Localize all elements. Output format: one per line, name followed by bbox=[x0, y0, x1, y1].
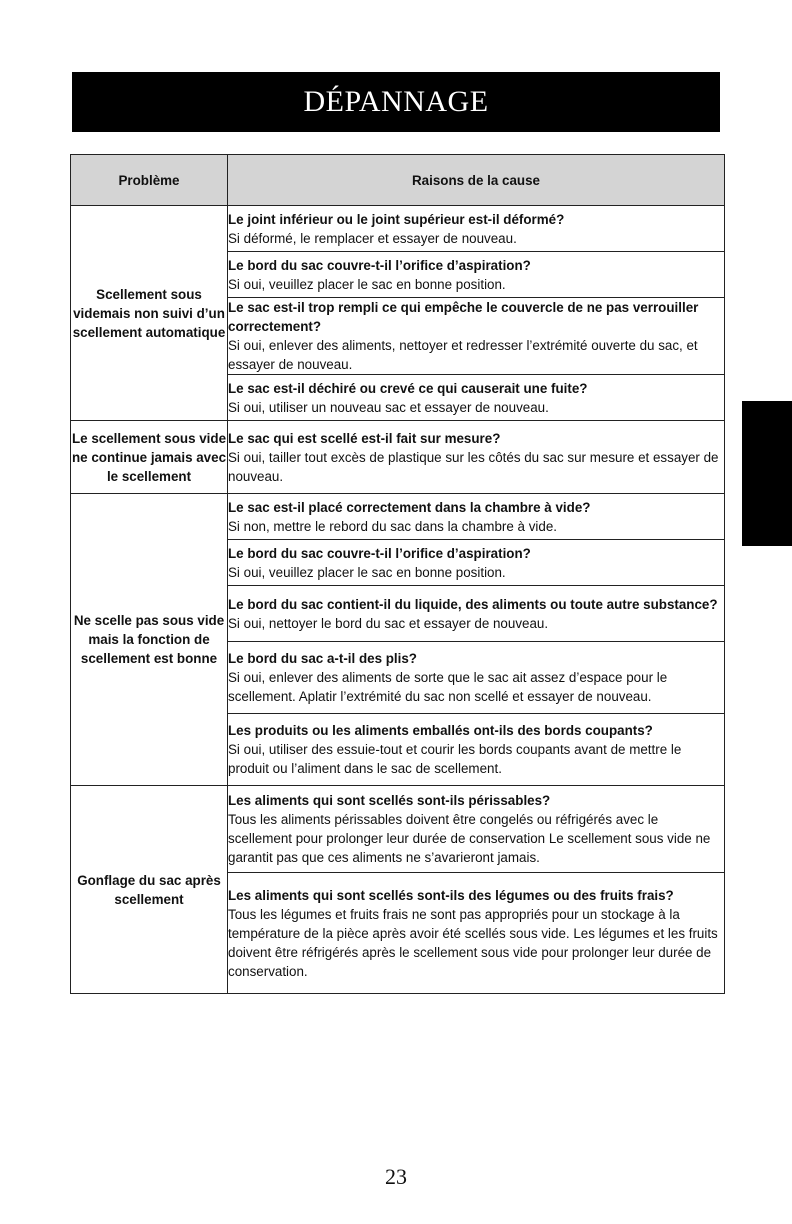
table-row bbox=[71, 786, 725, 873]
cause-question: Le joint inférieur ou le joint supérieur est-il déformé? bbox=[228, 211, 565, 227]
cause-question: Les produits ou les aliments emballés ont-ils des bords coupants? bbox=[228, 723, 653, 738]
table-header-row bbox=[71, 155, 725, 206]
problem-cell: Le scellement sous vide ne continue jamais avec le scellement bbox=[71, 421, 228, 494]
troubleshooting-table bbox=[70, 154, 725, 994]
cause-cell bbox=[228, 206, 725, 252]
cause-question: Le sac est-il placé correctement dans la chambre à vide? bbox=[228, 499, 591, 515]
page-header bbox=[72, 72, 720, 132]
cause-question: Les aliments qui sont scellés sont-ils des légumes ou des fruits frais? bbox=[228, 887, 674, 903]
cause-question: Le bord du sac couvre-t-il l’orifice d’aspiration? bbox=[228, 545, 531, 561]
cause-cell bbox=[228, 252, 725, 298]
table-row bbox=[71, 421, 725, 494]
cause-answer: Si oui, tailler tout excès de plastique sur les côtés du sac sur mesure et essayer de nouveau. bbox=[228, 449, 719, 484]
cause-answer: Si oui, utiliser des essuie-tout et courir les bords coupants avant de mettre le produit ou l’aliment dans le sac de scellement. bbox=[228, 742, 682, 776]
column-header-problem: Problème bbox=[71, 155, 228, 206]
cause-question: Le bord du sac contient-il du liquide, des aliments ou toute autre substance? bbox=[228, 596, 718, 612]
cause-cell bbox=[228, 586, 725, 642]
cause-question: Le sac est-il déchiré ou crevé ce qui causerait une fuite? bbox=[228, 380, 588, 396]
cause-answer: Si oui, veuillez placer le sac en bonne position. bbox=[228, 564, 506, 580]
cause-question: Le sac est-il trop rempli ce qui empêche le couvercle de ne pas verrouiller correctement? bbox=[228, 300, 699, 334]
cause-question: Le bord du sac couvre-t-il l’orifice d’aspiration? bbox=[228, 257, 531, 273]
page-number: 23 bbox=[385, 1164, 407, 1189]
side-tab-marker bbox=[742, 401, 792, 546]
cause-cell bbox=[228, 642, 725, 714]
table-row bbox=[71, 494, 725, 540]
cause-answer: Tous les aliments périssables doivent être congelés ou réfrigérés avec le scellement pour prolonger leur durée de conservation Le scellement sous vide ne garantit pas que ces aliments ne s’avarieront jamais. bbox=[228, 812, 711, 865]
cause-cell bbox=[228, 494, 725, 540]
cause-answer: Si non, mettre le rebord du sac dans la chambre à vide. bbox=[228, 518, 557, 534]
cause-answer: Si oui, nettoyer le bord du sac et essayer de nouveau. bbox=[228, 615, 549, 631]
cause-question: Le sac qui est scellé est-il fait sur mesure? bbox=[228, 430, 501, 446]
cause-cell bbox=[228, 873, 725, 994]
cause-answer: Tous les légumes et fruits frais ne sont pas appropriés pour un stockage à la température de la pièce après avoir été scellés sous vide. Les légumes et les fruits doivent être réfrigérés après le scellement sous vide pour prolonger leur durée de conservation. bbox=[228, 906, 718, 979]
cause-answer: Si oui, utiliser un nouveau sac et essayer de nouveau. bbox=[228, 399, 549, 415]
cause-answer: Si oui, enlever des aliments de sorte que le sac ait assez d’espace pour le scellement. Aplatir l’extrémité du sac non scellé et essayer de nouveau. bbox=[228, 670, 668, 704]
column-header-causes: Raisons de la cause bbox=[228, 155, 725, 206]
cause-question: Le bord du sac a-t-il des plis? bbox=[228, 651, 417, 666]
page-title: DÉPANNAGE bbox=[303, 85, 489, 118]
cause-answer: Si oui, veuillez placer le sac en bonne position. bbox=[228, 276, 506, 292]
problem-cell: Scellement sous videmais non suivi d’un scellement automatique bbox=[71, 206, 228, 421]
cause-cell bbox=[228, 421, 725, 494]
cause-cell bbox=[228, 786, 725, 873]
problem-cell: Gonflage du sac après scellement bbox=[71, 786, 228, 994]
cause-cell bbox=[228, 298, 725, 375]
cause-answer: Si oui, enlever des aliments, nettoyer et redresser l’extrémité ouverte du sac, et essayer de nouveau. bbox=[228, 338, 698, 372]
cause-question: Les aliments qui sont scellés sont-ils périssables? bbox=[228, 793, 551, 808]
table-row bbox=[71, 206, 725, 252]
cause-cell bbox=[228, 540, 725, 586]
cause-cell bbox=[228, 375, 725, 421]
cause-answer: Si déformé, le remplacer et essayer de nouveau. bbox=[228, 230, 517, 246]
cause-cell bbox=[228, 714, 725, 786]
problem-cell: Ne scelle pas sous vide mais la fonction de scellement est bonne bbox=[71, 494, 228, 786]
